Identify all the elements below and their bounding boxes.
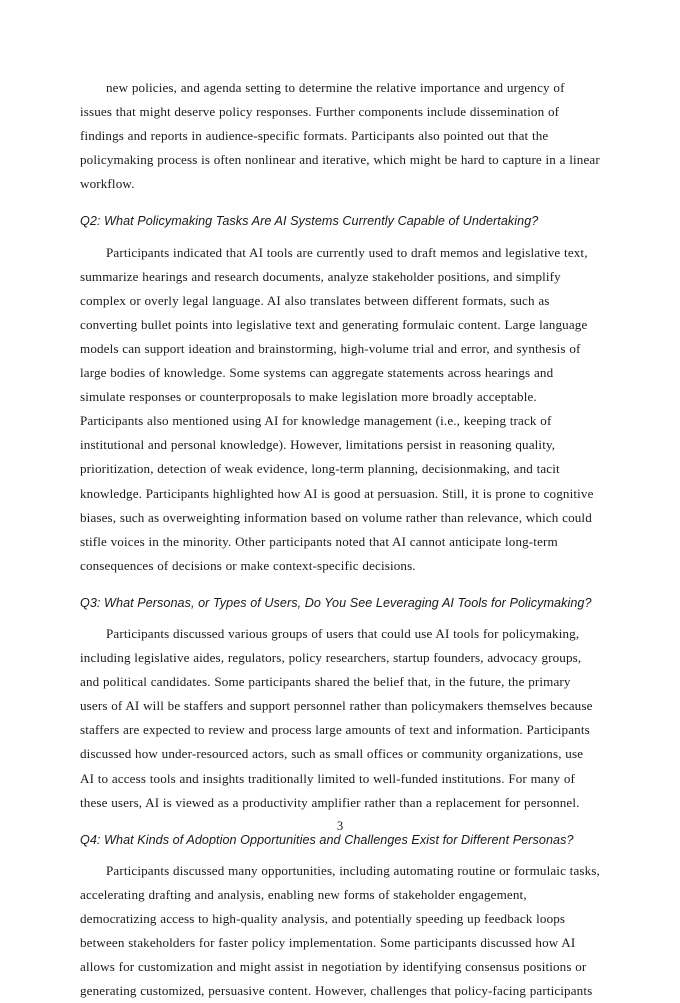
paragraph-q2-body: Participants indicated that AI tools are currently used to draft memos and legislative text, summarize hearings and research documents, analyze stakeholder positions, and simplify complex or overly legal language. AI also translates between different formats, such as converting bullet points into legislative text and generating formulaic content. Large language models can support ideation and brainstorming, high-volume trial and error, and synthesis of large bodies of knowledge. Some systems can aggregate statements across hearings and simulate responses or counterproposals to make legislation more broadly acceptable. Participants also mentioned using AI for knowledge management (i.e., keeping track of institutional and personal knowledge). However, limitations persist in reasoning quality, prioritization, detection of weak evidence, long-term planning, decisionmaking, and tacit knowledge. Participants highlighted how AI is good at persuasion. Still, it is prone to cognitive biases, such as overweighting information based on volume rather than relevance, which could stifle voices in the minority. Other participants noted that AI cannot anticipate long-term consequences of decisions or make context-specific decisions. (80, 244, 594, 573)
page-number: 3 (336, 819, 344, 833)
paragraph-intro-continued: new policies, and agenda setting to determine the relative importance and urgency of issues that might deserve policy responses. Further components include dissemination of findings and reports in audience-specific formats. Participants also pointed out that the policymaking process is often nonlinear and iterative, which might be hard to capture in a linear workflow. (80, 80, 600, 192)
paragraph-q3-body: Participants discussed various groups of users that could use AI tools for policymaking, including legislative aides, regulators, policy researchers, startup founders, advocacy groups, and political candidates. Some participants shared the belief that, in the future, the primary users of AI will be staffers and support personnel rather than policymakers themselves because staffers are expected to review and process large amounts of text and information. Participants discussed how under-resourced actors, such as small offices or community organizations, use AI to access tools and insights traditionally limited to well-funded institutions. For many of these users, AI is viewed as a productivity amplifier rather than a replacement for personnel. (80, 625, 593, 810)
section-heading-q4: Q4: What Kinds of Adoption Opportunities and Challenges Exist for Different Personas? (80, 832, 574, 847)
section-heading-q2: Q2: What Policymaking Tasks Are AI Systems Currently Capable of Undertaking? (80, 214, 539, 229)
paragraph-q4-body: Participants discussed many opportunities, including automating routine or formulaic tasks, accelerating drafting and analysis, enabling new forms of stakeholder engagement, democratizing access to high-quality analysis, and potentially speeding up feedback loops between stakeholders for faster policy implementation. Some participants discussed how AI allows for customization and might assist in negotiation by identifying consensus positions or generating customized, persuasive content. However, challenges that policy-facing participants (80, 862, 600, 999)
section-heading-q3: Q3: What Personas, or Types of Users, Do You See Leveraging AI Tools for Policymaking? (80, 595, 592, 610)
page-content-column (80, 76, 600, 1003)
